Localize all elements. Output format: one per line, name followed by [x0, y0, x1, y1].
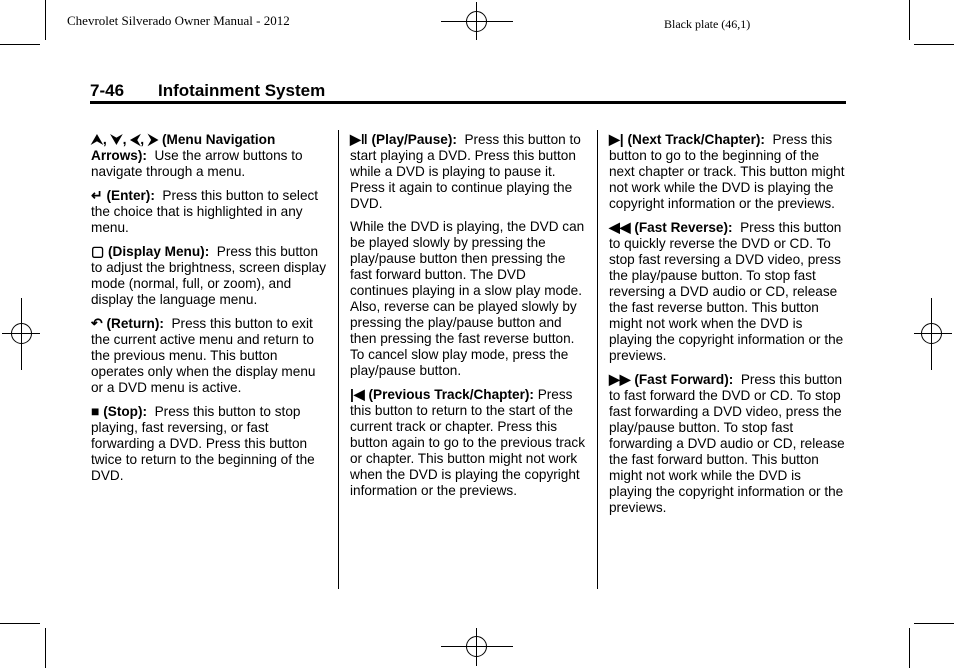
fast-reverse-entry	[609, 219, 845, 364]
column-2	[350, 131, 586, 506]
fast-forward-entry	[609, 371, 845, 516]
entry-label: (Fast Forward):	[634, 372, 734, 387]
stop-entry	[91, 403, 327, 484]
column-3	[609, 131, 845, 523]
previous-track-entry	[350, 386, 586, 499]
column-1	[91, 131, 327, 491]
entry-text: Press this button to adjust the brightness, screen display mode (normal, full, or zoom), and display the language menu.	[91, 244, 327, 307]
previous-track-icon: |◀	[350, 386, 365, 402]
play-pause-icon: ▶‖	[350, 131, 368, 147]
column-divider	[338, 130, 339, 589]
fast-reverse-icon: ◀◀	[609, 219, 631, 235]
manual-title: Chevrolet Silverado Owner Manual - 2012	[67, 13, 290, 28]
column-divider	[597, 130, 598, 589]
return-entry	[91, 315, 327, 396]
next-track-entry	[609, 131, 845, 212]
fast-forward-icon: ▶▶	[609, 371, 631, 387]
next-track-icon: ▶|	[609, 131, 624, 147]
arrow-keys-icon: ⮝, ⮟, ⮜, ⮞	[91, 131, 159, 147]
entry-text: Press this button to start playing a DVD. Press this button while a DVD is playing to pause it. Press it again to continue playing the DVD.	[350, 132, 581, 211]
slow-play-paragraph: While the DVD is playing, the DVD can be played slowly by pressing the play/pause button then pressing the fast forward button. The DVD continues playing in a slow play mode. Also, reverse can be played slowly by pressing the play/pause button and then pressing the fast reverse button. To cancel slow play mode, press the play/pause button.	[350, 219, 585, 378]
return-icon: ↶	[91, 315, 103, 331]
section-title: Infotainment System	[158, 81, 326, 100]
plate-label: Black plate (46,1)	[664, 17, 751, 31]
enter-icon: ↵	[91, 187, 103, 203]
entry-label: (Enter):	[106, 188, 155, 203]
entry-label: (Next Track/Chapter):	[627, 132, 765, 147]
entry-text: Press this button to return to the start of the current track or chapter. Press this button again to go to the previous track or chapter. This button might not work when the DVD is playing the copyright information or the previews.	[350, 387, 586, 498]
entry-label: (Menu Navigation Arrows):	[91, 132, 276, 163]
display-menu-entry	[91, 243, 327, 308]
entry-label: (Fast Reverse):	[634, 220, 733, 235]
display-menu-icon: ▢	[91, 243, 105, 259]
entry-label: (Display Menu):	[108, 244, 210, 259]
entry-label: (Play/Pause):	[371, 132, 457, 147]
entry-text: Press this button to stop playing, fast reversing, or fast forwarding a DVD. Press this button twice to return to the beginning of the DVD.	[91, 404, 315, 483]
entry-text: Press this button to exit the current active menu and return to the previous menu. This button operates only when the display menu or a DVD menu is active.	[91, 316, 316, 395]
entry-label: (Previous Track/Chapter):	[368, 387, 534, 402]
entry-text: Use the arrow buttons to navigate through a menu.	[91, 148, 303, 179]
entry-text: Press this button to select the choice that is highlighted in any menu.	[91, 188, 319, 235]
play-pause-entry	[350, 131, 586, 212]
enter-entry	[91, 187, 327, 236]
entry-label: (Return):	[106, 316, 164, 331]
header-rule	[90, 101, 846, 104]
stop-icon: ■	[91, 403, 100, 419]
menu-navigation-entry	[91, 131, 327, 180]
entry-text: Press this button to fast forward the DVD or CD. To stop fast forwarding a DVD video, press the play/pause button. To stop fast forwarding a DVD audio or CD, release the fast forward button. This button might not work while the DVD is playing the copyright information or the previews.	[609, 372, 845, 515]
entry-text: Press this button to go to the beginning of the next chapter or track. This button might not work while the DVD is playing the copyright information or the previews.	[609, 132, 845, 211]
page-number: 7-46	[90, 81, 125, 100]
entry-label: (Stop):	[103, 404, 148, 419]
entry-text: Press this button to quickly reverse the DVD or CD. To stop fast reversing a DVD video, press the play/pause button. To stop fast reversing a DVD audio or CD, release the fast reverse button. This button might not work when the DVD is playing the copyright information or the previews.	[609, 220, 844, 363]
